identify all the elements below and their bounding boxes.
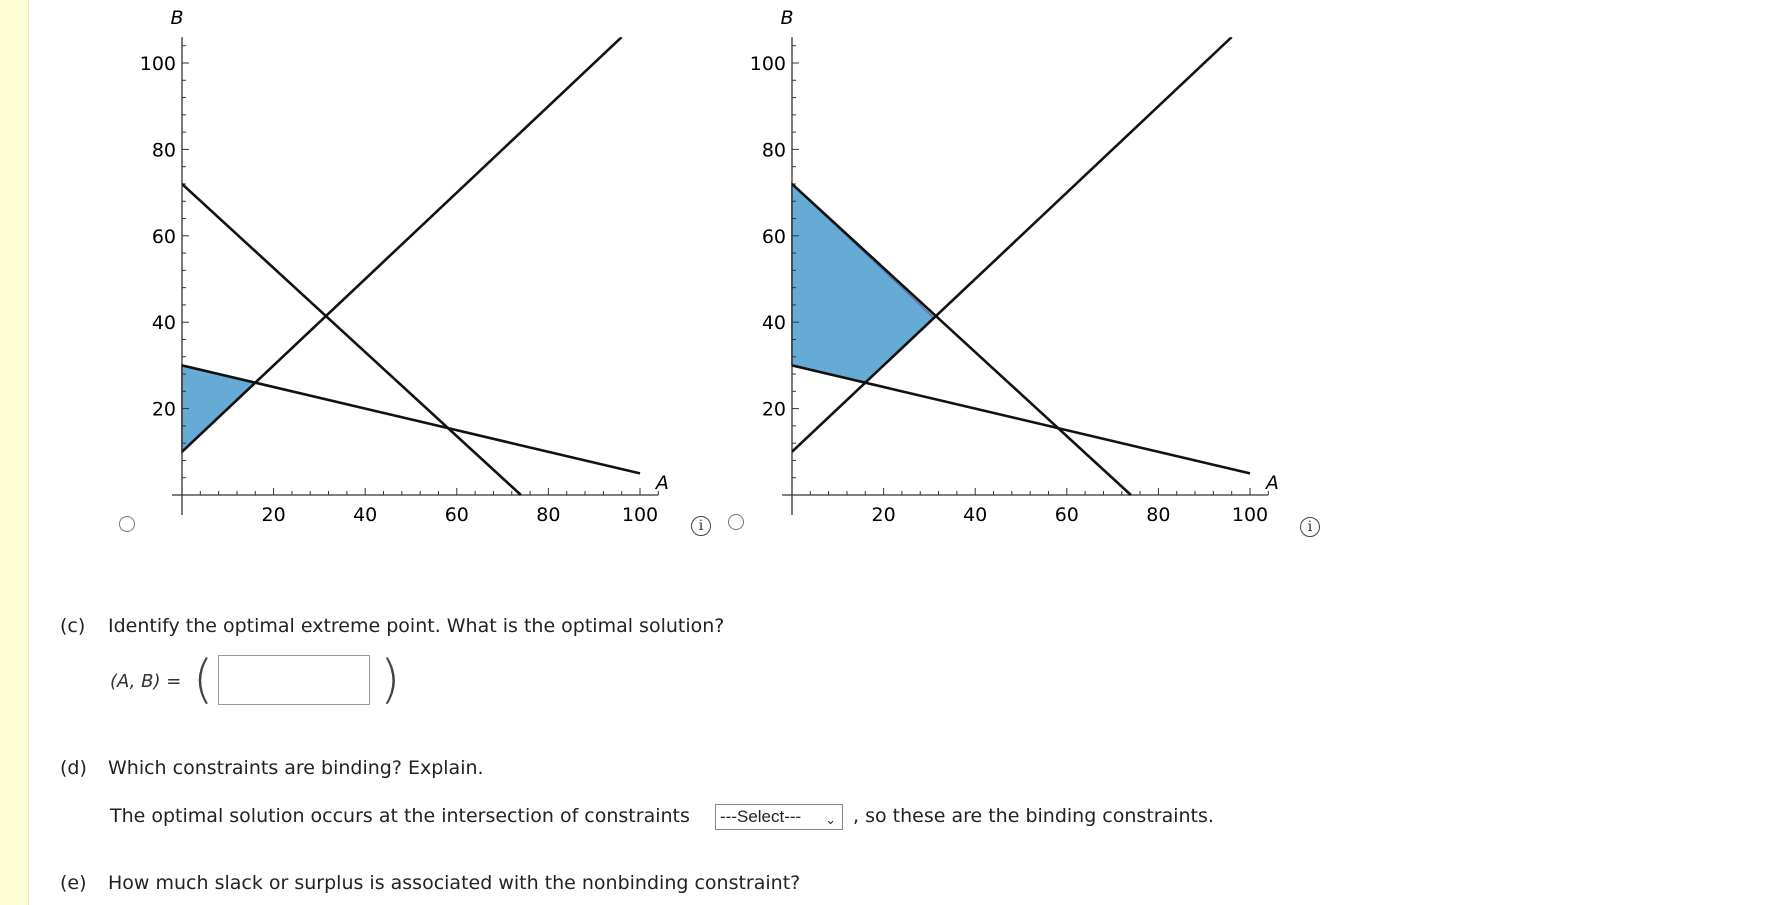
chart-option-2: [720, 0, 1320, 540]
ab-label: [110, 671, 181, 692]
y-tick-label: 80: [151, 139, 176, 162]
x-tick-label: 60: [444, 504, 469, 526]
sentence-after: , so these are the binding constraints.: [853, 805, 1214, 827]
x-tick-label: 60: [1054, 504, 1079, 526]
question-text: Which constraints are binding? Explain.: [108, 757, 484, 779]
y-axis-label: B: [780, 7, 794, 29]
constraints-select[interactable]: [715, 804, 843, 830]
feasible-region: [792, 184, 934, 383]
y-tick-label: 40: [151, 312, 176, 335]
question-text: Identify the optimal extreme point. What is the optimal solution?: [108, 615, 725, 637]
y-tick-label: 20: [151, 398, 176, 421]
binding-sentence-start: [110, 805, 690, 827]
y-tick-label: 60: [761, 225, 786, 248]
y-tick-label: 100: [139, 53, 176, 75]
constraint-line-2: [182, 184, 521, 495]
x-tick-label: 40: [353, 504, 378, 526]
left-highlight-bar: [0, 0, 29, 905]
y-tick-label: 80: [761, 139, 786, 162]
part-label: (e): [60, 872, 87, 894]
optimal-solution-input[interactable]: [218, 655, 370, 705]
x-tick-label: 100: [1231, 504, 1269, 526]
y-axis-label: B: [170, 7, 184, 29]
binding-sentence-end: [853, 805, 1214, 827]
part-e-question: [60, 872, 800, 894]
info-icon[interactable]: i: [691, 516, 711, 536]
constraint-line-3: [792, 365, 1250, 473]
part-label: (d): [60, 757, 87, 779]
radio-option-1[interactable]: [119, 516, 135, 532]
y-tick-label: 100: [749, 53, 786, 75]
sentence-before: The optimal solution occurs at the intersection of constraints: [110, 805, 690, 827]
chart-option-1: [110, 0, 710, 540]
part-d-question: [60, 757, 484, 779]
x-tick-label: 100: [621, 504, 659, 526]
part-c-question: [60, 615, 724, 637]
optimal-solution-field[interactable]: [219, 656, 369, 704]
y-tick-label: 60: [151, 225, 176, 248]
x-tick-label: 40: [963, 504, 988, 526]
info-icon[interactable]: i: [1300, 517, 1320, 537]
x-tick-label: 20: [871, 504, 896, 526]
close-paren: ): [380, 650, 401, 710]
chevron-down-icon: ⌄: [825, 812, 836, 827]
y-tick-label: 40: [761, 312, 786, 335]
question-text: How much slack or surplus is associated with the nonbinding constraint?: [108, 872, 801, 894]
x-tick-label: 20: [261, 504, 286, 526]
open-paren: (: [193, 650, 214, 710]
constraint-line-3: [182, 365, 640, 473]
part-label: (c): [60, 615, 86, 637]
x-axis-label: A: [1265, 472, 1279, 494]
y-tick-label: 20: [761, 398, 786, 421]
constraint-lines: [182, 37, 640, 495]
feasible-region: [182, 365, 255, 451]
x-tick-label: 80: [536, 504, 561, 526]
select-value: ---Select---: [720, 807, 802, 826]
x-axis-label: A: [655, 472, 669, 494]
x-tick-label: 80: [1146, 504, 1171, 526]
ab-label-text: (A, B) =: [110, 671, 182, 692]
